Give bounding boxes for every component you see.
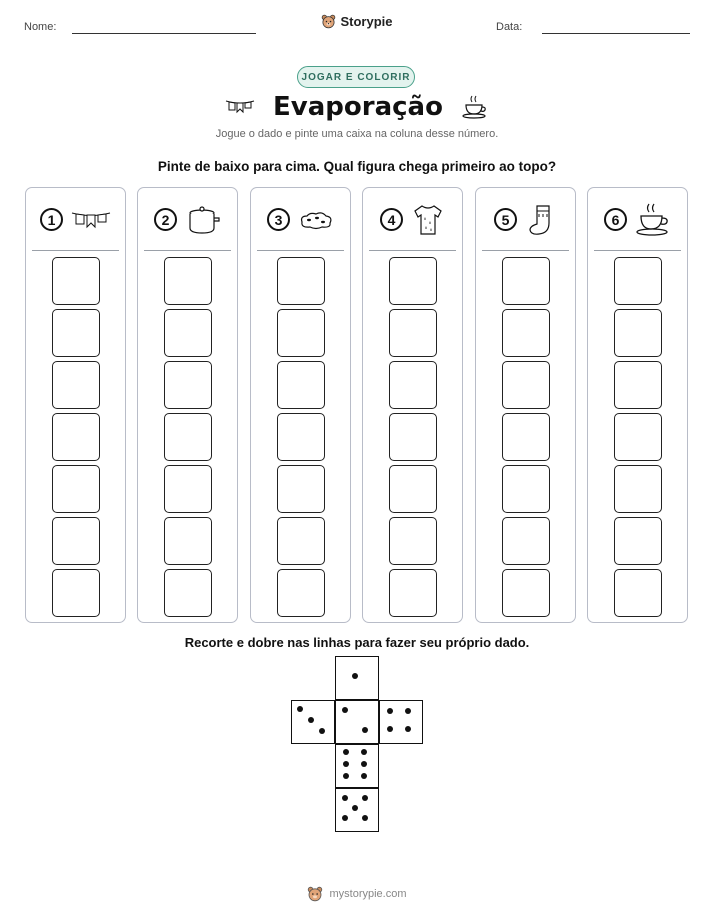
die-pip xyxy=(352,805,358,811)
column-header xyxy=(26,188,125,251)
column-6 xyxy=(587,187,688,623)
color-box[interactable] xyxy=(389,465,437,513)
color-box[interactable] xyxy=(277,569,325,617)
column-1 xyxy=(25,187,126,623)
sock-icon xyxy=(525,203,557,237)
page-title: Evaporação xyxy=(273,92,443,122)
color-box[interactable] xyxy=(389,569,437,617)
color-box[interactable] xyxy=(277,361,325,409)
die-face xyxy=(335,788,379,832)
column-2 xyxy=(137,187,238,623)
color-box[interactable] xyxy=(164,257,212,305)
die-pip xyxy=(297,706,303,712)
color-box[interactable] xyxy=(614,465,662,513)
die-pip xyxy=(361,773,367,779)
color-box[interactable] xyxy=(389,361,437,409)
bear-mascot-icon xyxy=(321,14,336,29)
hot-tea-cup-icon xyxy=(635,201,671,239)
column-header xyxy=(251,188,350,251)
color-box[interactable] xyxy=(614,569,662,617)
color-box[interactable] xyxy=(614,413,662,461)
column-4 xyxy=(362,187,463,623)
title-row xyxy=(0,92,714,122)
puddle-icon xyxy=(298,209,334,231)
die-pip xyxy=(342,707,348,713)
color-box[interactable] xyxy=(52,465,100,513)
date-line[interactable] xyxy=(542,33,690,34)
die-face xyxy=(335,700,379,744)
color-box[interactable] xyxy=(52,517,100,565)
color-box[interactable] xyxy=(277,413,325,461)
column-5 xyxy=(475,187,576,623)
column-header xyxy=(363,188,462,251)
name-line[interactable] xyxy=(72,33,256,34)
color-box[interactable] xyxy=(52,361,100,409)
color-box[interactable] xyxy=(614,361,662,409)
die-pip xyxy=(342,795,348,801)
color-box[interactable] xyxy=(614,309,662,357)
die-pip xyxy=(361,761,367,767)
date-label: Data: xyxy=(496,21,523,33)
color-box[interactable] xyxy=(502,465,550,513)
column-divider xyxy=(594,250,681,251)
color-box[interactable] xyxy=(277,257,325,305)
die-pip xyxy=(387,726,393,732)
color-box[interactable] xyxy=(164,569,212,617)
name-label: Nome: xyxy=(24,21,57,33)
color-box[interactable] xyxy=(277,465,325,513)
color-box[interactable] xyxy=(164,413,212,461)
brand-logo xyxy=(0,14,714,29)
color-box[interactable] xyxy=(502,361,550,409)
color-box[interactable] xyxy=(52,569,100,617)
color-box[interactable] xyxy=(502,257,550,305)
die-pip xyxy=(342,815,348,821)
die-pip xyxy=(343,773,349,779)
color-box[interactable] xyxy=(502,569,550,617)
column-number: 4 xyxy=(380,208,403,231)
die-face xyxy=(291,700,335,744)
color-box[interactable] xyxy=(52,257,100,305)
subtitle: Jogue o dado e pinte uma caixa na coluna desse número. xyxy=(215,128,499,140)
column-header xyxy=(588,188,687,251)
color-box[interactable] xyxy=(614,257,662,305)
color-box[interactable] xyxy=(164,309,212,357)
color-box[interactable] xyxy=(164,517,212,565)
column-header xyxy=(138,188,237,251)
die-pip xyxy=(362,727,368,733)
footer-url[interactable]: mystorypie.com xyxy=(329,888,407,900)
column-number: 6 xyxy=(604,208,627,231)
column-number: 2 xyxy=(154,208,177,231)
brand-name: Storypie xyxy=(340,14,393,29)
color-box[interactable] xyxy=(389,517,437,565)
column-number: 1 xyxy=(40,208,63,231)
color-box[interactable] xyxy=(614,517,662,565)
column-divider xyxy=(32,250,119,251)
footer xyxy=(0,886,714,902)
color-box[interactable] xyxy=(502,517,550,565)
die-pip xyxy=(343,761,349,767)
pot-icon xyxy=(185,204,221,236)
die-face xyxy=(335,656,379,700)
die-pip xyxy=(387,708,393,714)
color-box[interactable] xyxy=(502,309,550,357)
column-divider xyxy=(482,250,569,251)
color-box[interactable] xyxy=(502,413,550,461)
activity-badge: JOGAR E COLORIR xyxy=(297,66,415,88)
instruction: Pinte de baixo para cima. Qual figura chega primeiro ao topo? xyxy=(157,159,557,174)
die-caption: Recorte e dobre nas linhas para fazer seu próprio dado. xyxy=(184,635,530,650)
wet-shirt-icon xyxy=(411,203,445,237)
color-box[interactable] xyxy=(389,257,437,305)
die-face xyxy=(335,744,379,788)
clothesline-icon xyxy=(71,209,111,231)
color-box[interactable] xyxy=(277,309,325,357)
die-pip xyxy=(362,815,368,821)
color-box[interactable] xyxy=(52,309,100,357)
color-box[interactable] xyxy=(164,361,212,409)
column-number: 3 xyxy=(267,208,290,231)
color-box[interactable] xyxy=(277,517,325,565)
die-pip xyxy=(343,749,349,755)
die-pip xyxy=(405,726,411,732)
color-box[interactable] xyxy=(52,413,100,461)
color-box[interactable] xyxy=(389,413,437,461)
column-3 xyxy=(250,187,351,623)
color-box[interactable] xyxy=(164,465,212,513)
die-pip xyxy=(362,795,368,801)
die-pip xyxy=(319,728,325,734)
column-divider xyxy=(369,250,456,251)
color-box[interactable] xyxy=(389,309,437,357)
column-divider xyxy=(144,250,231,251)
column-number: 5 xyxy=(494,208,517,231)
hot-tea-cup-icon xyxy=(461,94,489,120)
clothesline-icon xyxy=(225,98,255,116)
die-pip xyxy=(361,749,367,755)
die-face xyxy=(379,700,423,744)
die-pip xyxy=(405,708,411,714)
column-header xyxy=(476,188,575,251)
die-pip xyxy=(308,717,314,723)
bear-mascot-icon xyxy=(307,886,323,902)
die-pip xyxy=(352,673,358,679)
column-divider xyxy=(257,250,344,251)
